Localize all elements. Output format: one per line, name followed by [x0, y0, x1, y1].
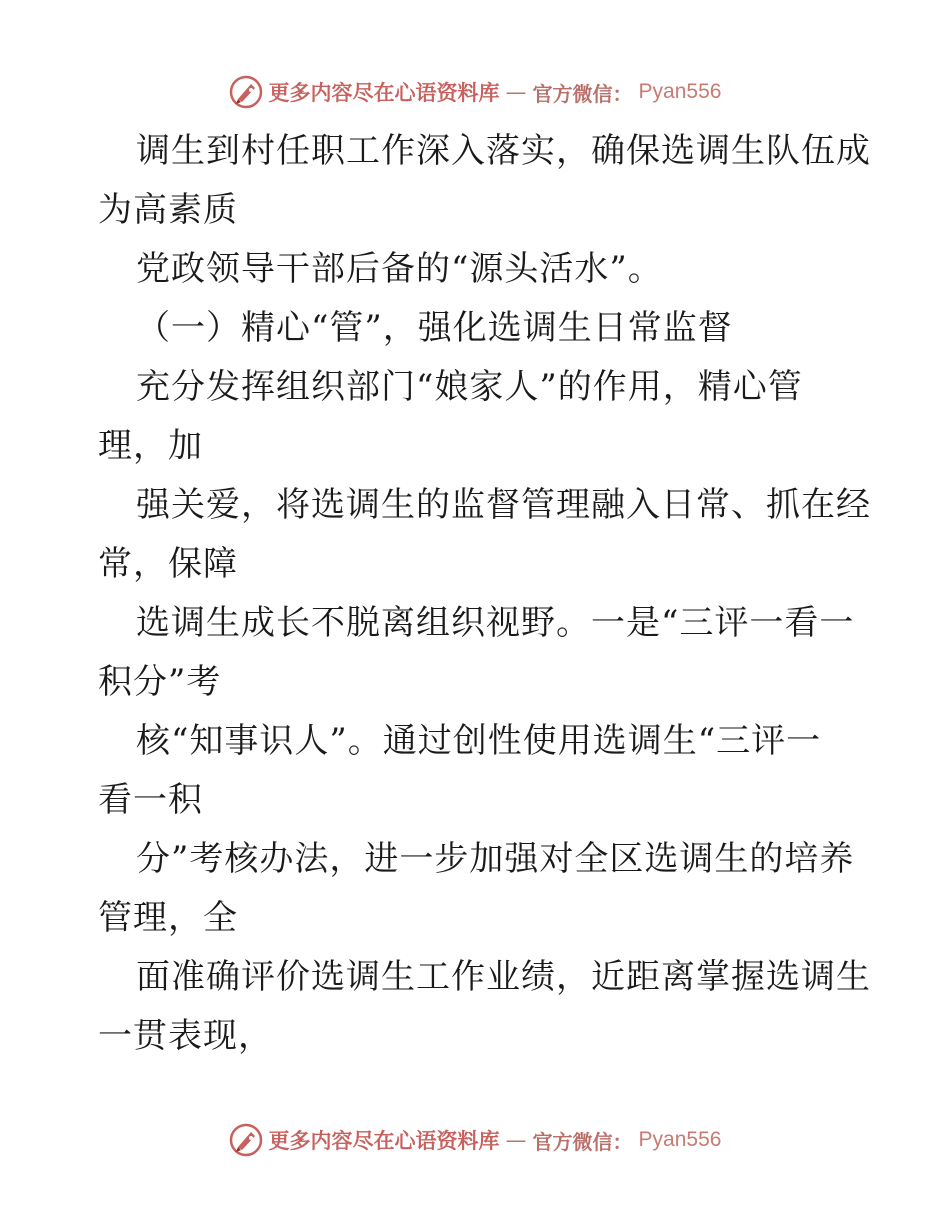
text-line: 充分发挥组织部门“娘家人”的作用，精心管: [136, 367, 803, 407]
text-line: 常，保障: [98, 544, 238, 584]
text-line: 核“知事识人”。通过创性使用选调生“三评一: [136, 721, 822, 761]
section-heading: （一）精心“管”，强化选调生日常监督: [136, 308, 733, 348]
text-line: 看一积: [98, 780, 203, 820]
watermark-label: 官方微信：: [532, 1129, 633, 1154]
text-line: 党政领导干部后备的“源头活水”。: [136, 249, 663, 289]
watermark-text: 更多内容尽在心语资料库: [268, 80, 500, 105]
text-line: 调生到村任职工作深入落实，确保选调生队伍成: [136, 131, 871, 171]
footer-watermark: [0, 1120, 950, 1160]
text-line: 积分”考: [98, 662, 222, 702]
watermark-id: Pyan556: [638, 80, 722, 103]
text-line: 为高素质: [98, 190, 238, 230]
text-line: 分”考核办法，进一步加强对全区选调生的培养: [136, 839, 855, 879]
document-body: [98, 122, 871, 1066]
text-line: 理，加: [98, 426, 203, 466]
watermark-id: Pyan556: [638, 1128, 722, 1151]
text-line: 一贯表现，: [98, 1016, 273, 1056]
pen-nib-logo-icon: [229, 75, 263, 109]
text-line: 管理，全: [98, 898, 238, 938]
pen-nib-logo-icon: [229, 1123, 263, 1157]
text-line: 选调生成长不脱离组织视野。一是“三评一看一: [136, 603, 855, 643]
watermark-dash: —: [505, 1128, 527, 1152]
watermark-dash: —: [505, 80, 527, 104]
header-watermark: [0, 72, 950, 112]
text-line: 强关爱，将选调生的监督管理融入日常、抓在经: [136, 485, 871, 525]
watermark-text: 更多内容尽在心语资料库: [268, 1128, 500, 1153]
watermark-label: 官方微信：: [532, 81, 633, 106]
text-line: 面准确评价选调生工作业绩，近距离掌握选调生: [136, 957, 871, 997]
